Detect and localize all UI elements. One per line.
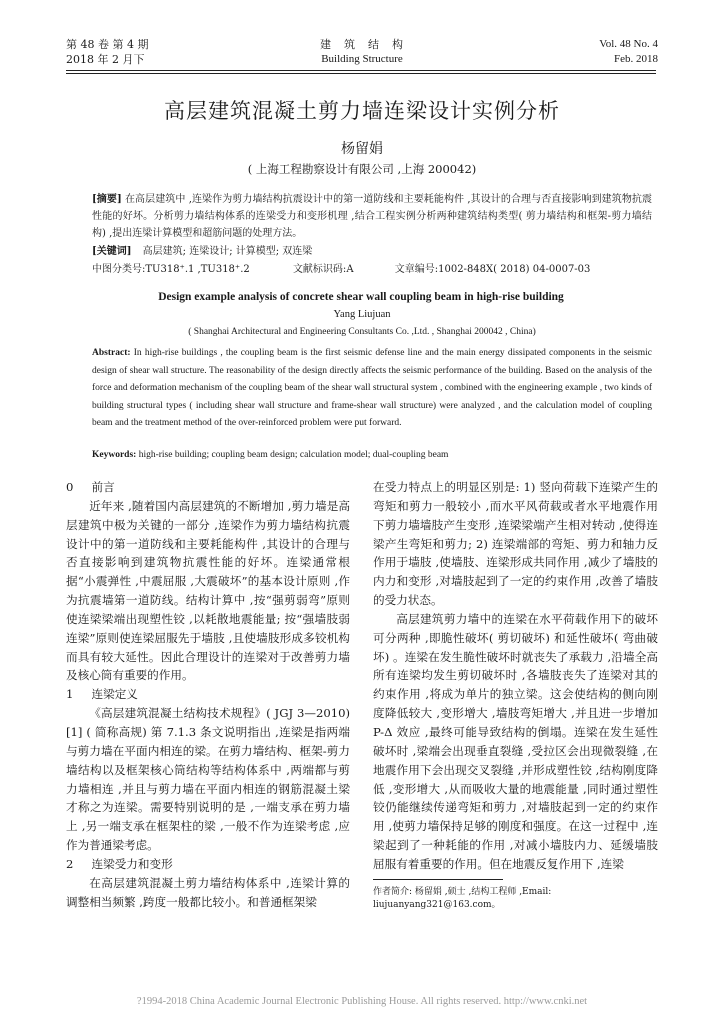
header-date-cn: 2018 年 2 月下: [66, 53, 145, 66]
paragraph-failure-modes: 高层建筑剪力墙中的连梁在水平荷载作用下的破坏可分两种 ,即脆性破坏( 剪切破坏) 和延性破坏( 弯曲破坏) 。连梁在发生脆性破坏时就丧失了承载力 ,沿墙全高所有连梁均发生剪切破坏时 ,各墙肢丧失了连梁对其的约束作用 ,将成为单片的独立梁。这会使结构的侧向刚度降低较大 ,变形增大 ,墙肢弯矩增大 ,并且进一步增加 P-Δ 效应 ,最终可能导致结构的倒塌。连梁在发生延性破坏时 ,梁端会出现垂直裂缝 ,受拉区会出现微裂缝 ,在地震作用下会出现交叉裂缝 ,并形成塑性铰 ,结构刚度降低 ,变形增大 ,从而吸收大量的地震能量 ,同时通过塑性铰仍能继续传递弯矩和剪力 ,对墙肢起到一定的约束作用 ,使剪力墙保持足够的刚度和强度。在这一过程中 ,连梁起到了一种耗能的作用 ,对减小墙肢内力、延缓墙肢屈服有着重要的作用。但在地震反复作用下 ,连梁: [373, 611, 658, 871]
english-keywords-label: Keywords:: [92, 450, 137, 460]
journal-name-en: Building Structure: [321, 53, 403, 65]
header-rule-thin: [66, 73, 656, 74]
author-footnote: 作者简介: 杨留娟 ,硕士 ,结构工程师 ,Email: liujuanyang321@163.com。: [373, 887, 552, 910]
english-keywords-text: high-rise building; coupling beam design; calculation model; dual-coupling beam: [138, 450, 449, 460]
paragraph-force-1-start: 在高层建筑混凝土剪力墙结构体系中 ,连梁计算的调整相当频繁 ,跨度一般都比较小。和普通框架梁: [66, 875, 350, 909]
doccode-value: A: [346, 264, 354, 275]
abstract-cn-label: [摘要]: [92, 194, 122, 205]
article-number-label: 文章编号:: [394, 264, 439, 275]
paragraph-intro: 近年来 ,随着国内高层建筑的不断增加 ,剪力墙是高层建筑中极为关键的一部分 ,连梁作为剪力墙结构抗震设计中的第一道防线和主要耗能构件 ,其设计的合理与否直接影响到建筑物抗震性能的好坏。连梁通常根据“小震弹性 ,中震屈服 ,大震破坏”的基本设计原则 ,作为抗震墙第一道防线。结构计算中 ,按“强剪弱弯”原则使连梁梁端出现塑性铰 ,以耗散地震能量; 按“强墙肢弱连梁”原则使连梁屈服先于墙肢 ,且使墙肢形成多铰机构而具有较大延性。因此合理设计的连梁对于改善剪力墙及核心筒有重要的作用。: [66, 498, 350, 683]
article-number-value: 1002-848X( 2018) 04-0007-03: [438, 264, 591, 275]
keywords-cn-label: [关键词]: [92, 246, 132, 257]
section-0-heading: [66, 478, 350, 497]
header-center: [262, 37, 462, 67]
english-affiliation: ( Shanghai Architectural and Engineering Consultants Co. ,Ltd. , Shanghai 200042 , China): [188, 327, 536, 337]
clc-label: 中图分类号:: [92, 264, 146, 275]
english-abstract-label: Abstract:: [92, 348, 131, 358]
classification-line: [92, 261, 652, 278]
body-left-column: [66, 478, 350, 911]
section-2-heading: [66, 855, 350, 874]
copyright-footer: ?1994-2018 China Academic Journal Electronic Publishing House. All rights reserved. http://www.cnki.net: [136, 996, 588, 1007]
paragraph-force-1-cont: 在受力特点上的明显区别是: 1) 竖向荷载下连梁产生的弯矩和剪力一般较小 ,而水平风荷载或者水平地震作用下剪力墙墙肢产生变形 ,连梁梁端产生相对转动 ,使得连梁产生弯矩和剪力; 2) 连梁端部的弯矩、剪力和轴力反作用于墙肢 ,使墙肢、连梁形成共同作用 ,减少了墙肢的内力和变形 ,对墙肢起到了一定的约束作用 ,改善了墙肢的受力状态。: [373, 480, 658, 608]
keywords-cn-text: 高层建筑; 连梁设计; 计算模型; 双连梁: [142, 246, 313, 257]
abstract-cn: [92, 191, 652, 242]
header-volume-cn: 第 48 卷 第 4 期: [66, 38, 149, 51]
section-0-title: 前言: [91, 480, 115, 494]
body-right-column: [373, 478, 658, 874]
doccode-label: 文献标识码:: [292, 264, 347, 275]
english-author: Yang Liujuan: [333, 309, 391, 320]
section-0-number: 0: [66, 480, 74, 494]
journal-name-cn: 建 筑 结 构: [320, 38, 404, 51]
section-2-number: 2: [66, 856, 74, 871]
english-title: Design example analysis of concrete shear wall coupling beam in high-rise building: [158, 291, 564, 303]
abstract-cn-text: 在高层建筑中 ,连梁作为剪力墙结构抗震设计中的第一道防线和主要耗能构件 ,其设计的合理与否直接影响到建筑物抗震性能的好坏。分析剪力墙结构体系的连梁受力和变形机理 ,结合工程实例分析两种建筑结构类型( 剪力墙结构和框架-剪力墙结构) ,提出连梁计算模型和超筋问题的处理方法。: [92, 194, 652, 239]
footnote-rule: [373, 879, 503, 880]
paper-author: 杨留娟: [341, 141, 383, 157]
keywords-cn: [92, 243, 652, 260]
header-right: [599, 37, 658, 67]
section-1-title: 连梁定义: [91, 687, 138, 702]
clc-value: TU318⁺.1 ,TU318⁺.2: [145, 264, 250, 275]
english-abstract: [92, 345, 652, 433]
english-keywords: [92, 450, 652, 460]
paper-title: 高层建筑混凝土剪力墙连梁设计实例分析: [164, 99, 560, 123]
section-2-title: 连梁受力和变形: [91, 856, 173, 871]
paragraph-definition: 《高层建筑混凝土结构技术规程》( JGJ 3—2010) [1] ( 简称高规) 第 7.1.3 条文说明指出 ,连梁是指两端与剪力墙在平面内相连的梁。在剪力墙结构、框架-剪力墙结构以及框架核心筒结构等结构体系中 ,两端都与剪力墙相连 ,并且与剪力墙在平面内相连的钢筋混凝土梁才称之为连梁。需要特别说明的是 ,一端支承在剪力墙上 ,另一端支承在框架柱的梁 ,一般不作为连梁考虑 ,应作为普通梁考虑。: [66, 706, 350, 853]
section-1-number: 1: [66, 687, 74, 702]
section-1-heading: [66, 685, 350, 704]
header-rule: [66, 70, 656, 71]
header-volume-en: Vol. 48 No. 4: [599, 38, 658, 50]
header-date-en: Feb. 2018: [614, 53, 658, 65]
paper-affiliation: ( 上海工程勘察设计有限公司 ,上海 200042): [247, 162, 477, 176]
header-left: [66, 37, 148, 67]
english-abstract-text: In high-rise buildings , the coupling beam is the first seismic defense line and the main energy dissipated components in the seismic design of shear wall structure. The reasonability of the design directly affects the seismic performance of the building. Based on the analysis of the force and deformation mechanism of the coupling beam of the shear wall structural system , combined with the engineering example , two kinds of building structural types ( including shear wall structure and frame-shear wall structure) were analyzed , and the calculation model of coupling beam and the treatment method of the over-reinforced problem were put forward.: [92, 348, 653, 429]
